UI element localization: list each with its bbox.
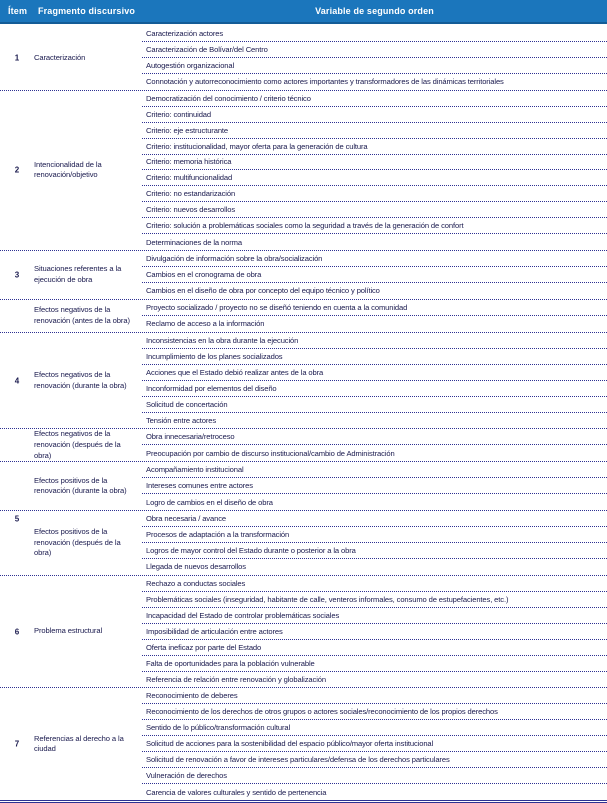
variable-cell: Reconocimiento de los derechos de otros grupos o actores sociales/reconocimiento de los propios derechos bbox=[142, 704, 607, 720]
variable-cell: Criterio: no estandarización bbox=[142, 186, 607, 202]
fragment-label: Caracterización bbox=[34, 52, 86, 62]
fragment-row bbox=[0, 576, 607, 688]
variable-cell: Reconocimiento de deberes bbox=[142, 688, 607, 704]
variable-cell: Falta de oportunidades para la población vulnerable bbox=[142, 656, 607, 672]
fragment-label: Problema estructural bbox=[34, 626, 103, 636]
variable-cell: Procesos de adaptación a la transformación bbox=[142, 527, 607, 543]
variable-cell: Tensión entre actores bbox=[146, 415, 217, 425]
variable-cell: Autogestión organizacional bbox=[142, 58, 607, 74]
item-number: 1 bbox=[14, 53, 20, 63]
table-header-row bbox=[0, 0, 607, 24]
variable-cell: Preocupación por cambio de discurso institucional/cambio de Administración bbox=[146, 448, 395, 458]
variable-cell: Connotación y autorreconocimiento como actores importantes y transformadores de las dinámicas territoriales bbox=[146, 77, 504, 87]
fragment-label: Efectos positivos de la renovación (durante la obra) bbox=[34, 475, 127, 496]
variable-cell: Caracterización actores bbox=[142, 26, 607, 42]
variable-cell: Incumplimiento de los planes socializados bbox=[142, 349, 607, 365]
variable-cell: Solicitud de concertación bbox=[142, 397, 607, 413]
variable-cell: Determinaciones de la norma bbox=[146, 237, 242, 247]
item-group bbox=[0, 688, 607, 800]
header-fragment-column: Fragmento discursivo bbox=[38, 6, 136, 16]
variables-column bbox=[142, 576, 607, 688]
header-variable-column: Variable de segundo orden bbox=[315, 6, 434, 16]
variables-column bbox=[142, 511, 607, 575]
variable-cell: Llegada de nuevos desarrollos bbox=[146, 562, 246, 572]
variable-cell: Incapacidad del Estado de controlar problemáticas sociales bbox=[142, 608, 607, 624]
fragment-row bbox=[0, 688, 607, 800]
variable-cell: Obra necesaria / avance bbox=[142, 511, 607, 527]
fragment-row bbox=[0, 462, 607, 511]
variable-cell: Referencia de relación entre renovación y globalización bbox=[146, 674, 326, 684]
fragment-row bbox=[0, 300, 607, 333]
fragment-label: Efectos negativos de la renovación (después de la obra) bbox=[34, 429, 121, 460]
variable-cell: Inconsistencias en la obra durante la ejecución bbox=[142, 333, 607, 349]
variable-cell: Criterio: memoria histórica bbox=[142, 155, 607, 171]
variables-column bbox=[142, 688, 607, 800]
variable-cell: Acciones que el Estado debió realizar antes de la obra bbox=[142, 365, 607, 381]
variable-cell: Vulneración de derechos bbox=[142, 768, 607, 784]
variables-column bbox=[142, 251, 607, 299]
fragment-row bbox=[0, 511, 607, 575]
variable-cell: Proyecto socializado / proyecto no se diseñó teniendo en cuenta a la comunidad bbox=[142, 300, 607, 316]
variable-cell: Solicitud de renovación a favor de intereses particulares/defensa de los derechos particulares bbox=[142, 752, 607, 768]
fragment-row bbox=[0, 251, 607, 299]
variable-cell: Problemáticas sociales (inseguridad, habitante de calle, venteros informales, consumo de estupefacientes, etc.) bbox=[142, 592, 607, 608]
variable-cell: Criterio: continuidad bbox=[142, 107, 607, 123]
variable-cell: Criterio: multifuncionalidad bbox=[142, 170, 607, 186]
item-number: 4 bbox=[14, 376, 20, 386]
variables-column bbox=[142, 462, 607, 510]
variables-column bbox=[142, 91, 607, 250]
variable-cell: Obra innecesaria/retroceso bbox=[142, 429, 607, 445]
item-number: 3 bbox=[14, 270, 20, 280]
variable-cell: Imposibilidad de articulación entre actores bbox=[142, 624, 607, 640]
item-group bbox=[0, 251, 607, 300]
fragment-label: Efectos negativos de la renovación (antes de la obra) bbox=[34, 305, 130, 325]
fragment-label: Referencias al derecho a la ciudad bbox=[34, 733, 124, 754]
item-number: 6 bbox=[14, 627, 20, 637]
fragment-row bbox=[0, 429, 607, 461]
fragment-row bbox=[0, 91, 607, 250]
variable-cell: Cambios en el diseño de obra por concepto del equipo técnico y político bbox=[146, 286, 380, 296]
variable-cell: Carencia de valores culturales y sentido de pertenencia bbox=[146, 787, 327, 797]
variable-cell: Logro de cambios en el diseño de obra bbox=[146, 497, 273, 507]
variable-cell: Intereses comunes entre actores bbox=[142, 478, 607, 494]
variable-cell: Rechazo a conductas sociales bbox=[142, 576, 607, 592]
table-body bbox=[0, 26, 607, 800]
item-number: 7 bbox=[14, 739, 20, 749]
variables-column bbox=[142, 26, 607, 90]
item-group bbox=[0, 300, 607, 462]
variable-cell: Criterio: solución a problemáticas sociales como la seguridad a través de la generación de confort bbox=[142, 218, 607, 234]
item-group bbox=[0, 462, 607, 576]
fragment-row bbox=[0, 26, 607, 90]
variable-cell: Democratización del conocimiento / criterio técnico bbox=[142, 91, 607, 107]
variable-cell: Acompañamiento institucional bbox=[142, 462, 607, 478]
fragment-label: Situaciones referentes a la ejecución de obra bbox=[34, 264, 122, 285]
variable-cell: Criterio: eje estructurante bbox=[142, 123, 607, 139]
item-number: 5 bbox=[14, 514, 20, 524]
fragment-row bbox=[0, 333, 607, 430]
item-group bbox=[0, 91, 607, 251]
header-item-column: Ítem bbox=[8, 6, 28, 16]
variables-column bbox=[142, 300, 607, 332]
variable-cell: Logros de mayor control del Estado durante o posterior a la obra bbox=[142, 543, 607, 559]
variable-cell: Reclamo de acceso a la información bbox=[146, 319, 265, 329]
variables-column bbox=[142, 429, 607, 461]
item-group bbox=[0, 576, 607, 689]
fragment-label: Efectos positivos de la renovación (después de la obra) bbox=[34, 527, 121, 558]
fragment-label: Efectos negativos de la renovación (durante la obra) bbox=[34, 370, 127, 390]
variable-cell: Criterio: institucionalidad, mayor oferta para la generación de cultura bbox=[142, 139, 607, 155]
item-group bbox=[0, 26, 607, 91]
fragment-label: Intencionalidad de la renovación/objetivo bbox=[34, 159, 102, 180]
variable-cell: Oferta ineficaz por parte del Estado bbox=[142, 640, 607, 656]
variable-cell: Sentido de lo público/transformación cultural bbox=[142, 720, 607, 736]
item-number: 2 bbox=[14, 165, 20, 175]
variable-cell: Solicitud de acciones para la sostenibilidad del espacio público/mayor oferta institucional bbox=[142, 736, 607, 752]
variable-cell: Cambios en el cronograma de obra bbox=[142, 267, 607, 283]
variable-cell: Caracterización de Bolívar/del Centro bbox=[142, 42, 607, 58]
variable-cell: Criterio: nuevos desarrollos bbox=[142, 202, 607, 218]
variable-cell: Inconformidad por elementos del diseño bbox=[142, 381, 607, 397]
variables-column bbox=[142, 333, 607, 429]
variable-cell: Divulgación de información sobre la obra/socialización bbox=[142, 251, 607, 267]
